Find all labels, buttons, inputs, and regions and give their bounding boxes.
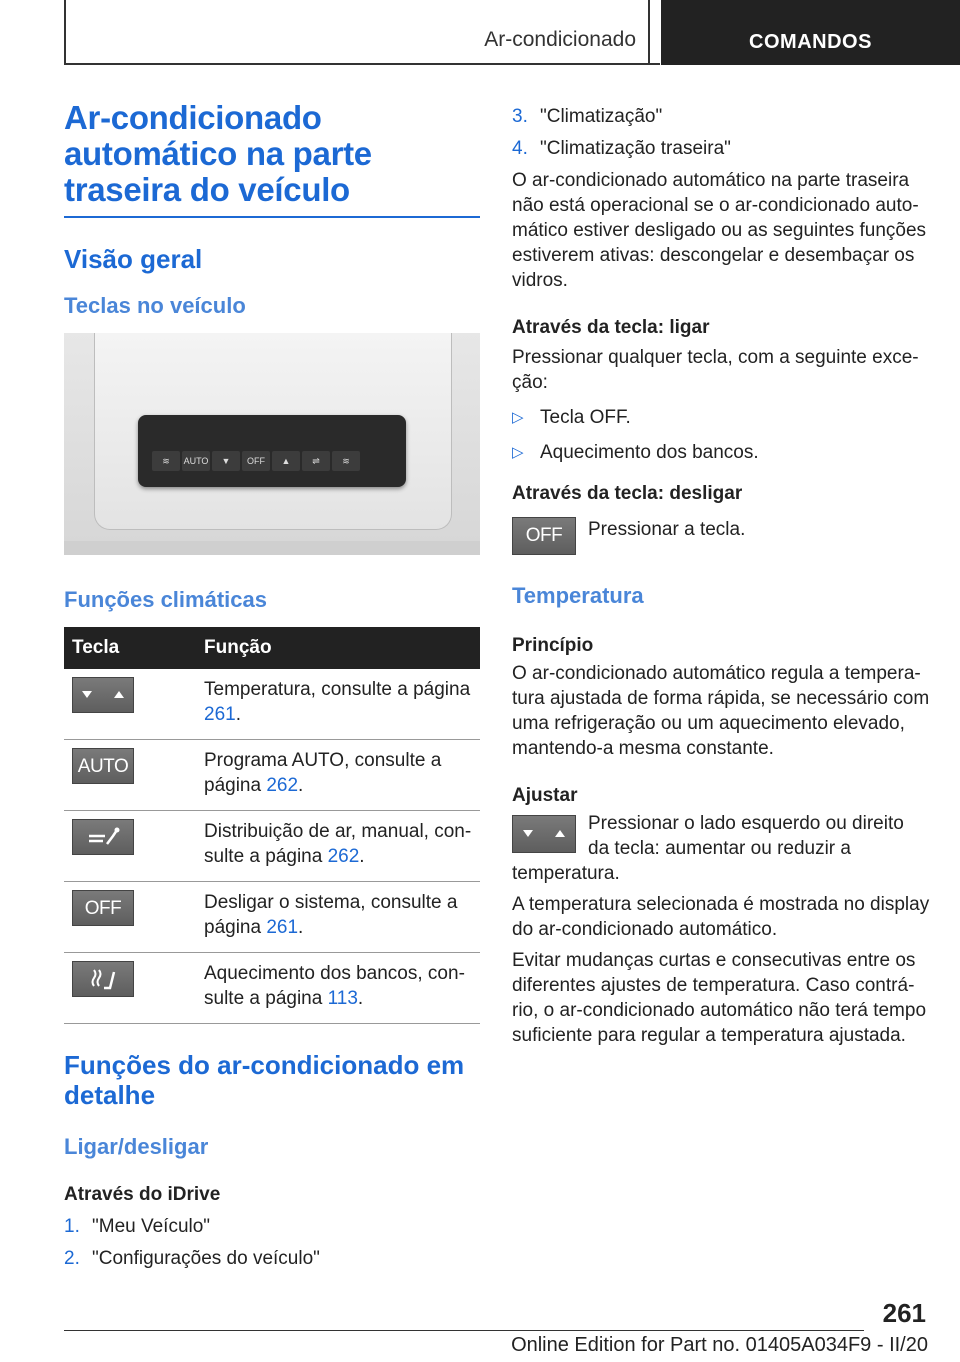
right-column (512, 100, 930, 1048)
page-title: Ar-condicionado automático na parte traseira do veículo (64, 99, 372, 208)
details-heading: Funções do ar-condicionado em detalhe (64, 1050, 465, 1110)
temperature-heading: Temperatura (512, 583, 644, 608)
left-column (64, 100, 480, 1278)
auto-key: AUTO (72, 748, 134, 784)
rear-control-panel (138, 415, 406, 487)
onoff-heading: Ligar/desligar (64, 1134, 209, 1159)
header-chapter-tab: COMANDOS (661, 0, 960, 65)
table-row: AUTO Programa AUTO, consulte a página 262. (64, 740, 480, 811)
principle-heading: Princípio (512, 635, 594, 656)
idrive-steps (64, 1214, 480, 1271)
seat-heating-icon: ≋ (152, 451, 180, 471)
off-key: OFF (72, 890, 134, 926)
page-link[interactable]: 262 (266, 775, 299, 796)
adjust-heading: Ajustar (512, 785, 578, 806)
title-rule (64, 216, 480, 218)
list-item: ▷ Tecla OFF. (512, 407, 631, 428)
paragraph: O ar-condicionado automático regula a temperatura ajustada de forma rápida, se necessário com uma refrigeração ou um aquecimento elevado, mantendo-a mesma constante. (512, 663, 930, 759)
table-row: Aquecimento dos bancos, consulte a página 113. (64, 953, 480, 1024)
functions-table (64, 627, 480, 1024)
header-rule (64, 63, 660, 65)
table-row: Temperatura, consulte a página 261. (64, 669, 480, 740)
off-heading: Através da tecla: desligar (512, 483, 743, 504)
paragraph: Pressionar a tecla. (588, 519, 746, 540)
table-row: OFF Desligar o sistema, consulte a página 261. (64, 882, 480, 953)
control-panel-photo (64, 333, 480, 555)
footer-edition: Online Edition for Part no. 01405A034F9 - II/20 (511, 1334, 928, 1356)
list-item: 2. "Configurações do veículo" (64, 1248, 320, 1269)
on-heading: Através da tecla: ligar (512, 317, 710, 338)
photo-key-up: ▲ (272, 451, 300, 471)
list-item: ▷ Aquecimento dos bancos. (512, 442, 759, 463)
page-link[interactable]: 262 (327, 846, 360, 867)
idrive-steps-continued (512, 104, 930, 161)
photo-key-auto: AUTO (182, 451, 210, 471)
temperature-arrows-icon (512, 815, 576, 853)
idrive-heading: Através do iDrive (64, 1184, 221, 1205)
photo-key-off: OFF (242, 451, 270, 471)
paragraph: O ar-condicionado automático na parte traseira não está operacional se o ar-condicionado automático estiver desligado ou as seguintes funções estiverem ativas: descongelar e desembaçar os vidros. (512, 170, 927, 291)
off-key: OFF (512, 517, 576, 555)
header-divider-left (64, 0, 66, 64)
column-header-function: Função (196, 627, 480, 669)
list-item: 1. "Meu Veículo" (64, 1216, 211, 1237)
table-row: Distribuição de ar, manual, consulte a página 262. (64, 811, 480, 882)
footer-rule (64, 1330, 864, 1331)
page-number: 261 (882, 1298, 926, 1328)
functions-heading: Funções climáticas (64, 587, 267, 612)
temperature-arrows-icon (72, 677, 134, 713)
page-link[interactable]: 261 (204, 704, 236, 725)
photo-key-down: ▼ (212, 451, 240, 471)
page-link[interactable]: 261 (266, 917, 299, 938)
seat-heating-icon (72, 961, 134, 997)
keys-heading: Teclas no veículo (64, 293, 246, 318)
list-item: 3. "Climatização" (512, 106, 663, 127)
header-section-title: Ar-condicionado (484, 28, 636, 51)
paragraph: Pressionar o lado esquerdo ou direito da tecla: aumentar ou reduzir a temperatura. (512, 813, 904, 884)
page-link[interactable]: 113 (327, 988, 358, 1009)
list-item: 4. "Climatização traseira" (512, 138, 731, 159)
air-distribution-icon (72, 819, 134, 855)
paragraph: A temperatura selecionada é mostrada no display do ar-condicionado automático. (512, 894, 930, 940)
overview-heading: Visão geral (64, 244, 203, 274)
column-header-key: Tecla (64, 627, 196, 669)
header-divider-right (648, 0, 650, 64)
paragraph: Pressionar qualquer tecla, com a seguinte exceção: (512, 347, 919, 393)
exception-list (512, 405, 930, 465)
paragraph: Evitar mudanças curtas e consecutivas entre os diferentes ajustes de temperatura. Caso contrário, o ar-condicionado automático não terá tempo suficiente para regular a temperatura ajustada. (512, 950, 927, 1046)
seat-heating-icon: ≋ (332, 451, 360, 471)
air-distribution-icon: ⇌ (302, 451, 330, 471)
